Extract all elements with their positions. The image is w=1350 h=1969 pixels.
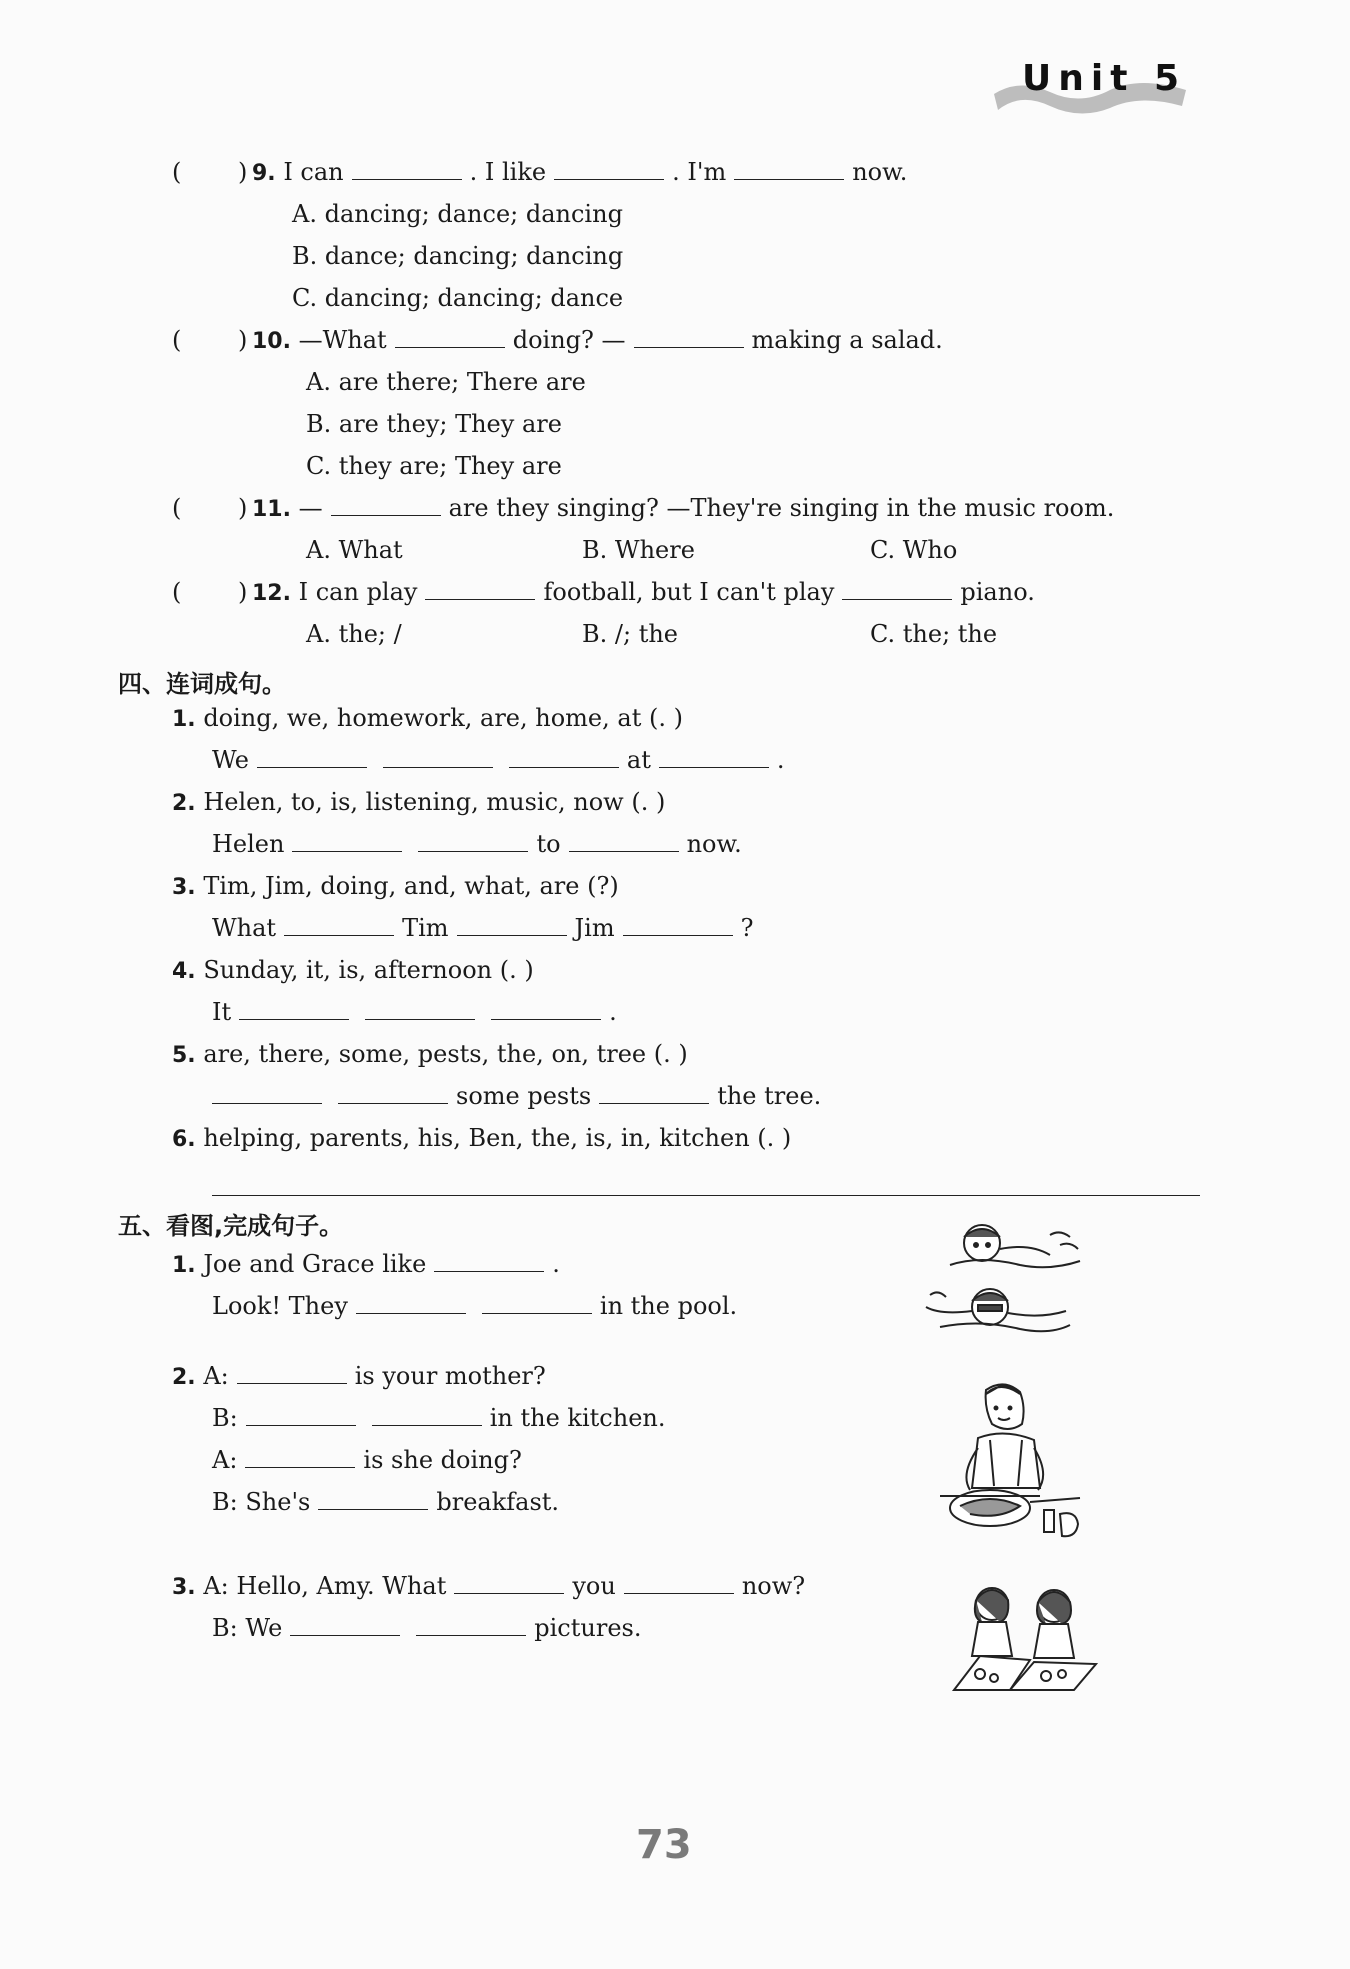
answer-paren-close: ) <box>238 326 248 354</box>
option-c: C. the; the <box>870 620 998 648</box>
answer-text: Tim <box>402 914 449 942</box>
option-c: C. dancing; dancing; dance <box>292 284 624 312</box>
sentence-text: is she doing? <box>363 1446 522 1474</box>
blank <box>418 831 528 852</box>
section-5-title: 五、看图,完成句子。 <box>118 1212 344 1240</box>
question-number: 10. <box>252 329 291 354</box>
option-b: B. dance; dancing; dancing <box>292 242 624 270</box>
option-a: A. What <box>306 536 403 564</box>
picture-q2-line3 <box>212 1444 522 1476</box>
answer-text: . <box>776 746 785 774</box>
stem-text: I can <box>283 158 344 186</box>
sentence-text: A: <box>212 1446 238 1474</box>
question-number: 12. <box>252 581 291 606</box>
blank <box>372 1405 482 1426</box>
unit-label: Unit 5 <box>1022 58 1186 99</box>
option-b: B. Where <box>582 536 695 564</box>
item-number: 1. <box>172 1253 196 1278</box>
answer-text: some pests <box>456 1082 592 1110</box>
item-number: 1. <box>172 707 196 732</box>
blank <box>257 747 367 768</box>
option-b: B. /; the <box>582 620 678 648</box>
scrambled-words: Sunday, it, is, afternoon (. ) <box>203 956 534 984</box>
blank <box>290 1615 400 1636</box>
question-9-stem <box>252 156 907 190</box>
answer-paren-close: ) <box>238 494 248 522</box>
sentence-text: pictures. <box>534 1614 642 1642</box>
item-6-words <box>172 1122 791 1156</box>
picture-q2-line1 <box>172 1360 546 1394</box>
picture-q2-line2 <box>212 1402 665 1434</box>
mother-cooking-illustration <box>930 1378 1090 1548</box>
blank <box>383 747 493 768</box>
stem-text: are they singing? —They're singing in the music room. <box>448 494 1115 522</box>
item-number: 3. <box>172 1575 196 1600</box>
stem-text: — <box>298 494 323 522</box>
stem-text: —What <box>298 326 387 354</box>
answer-paren-open: ( <box>172 494 182 522</box>
answer-text: ? <box>740 914 754 942</box>
item-number: 6. <box>172 1127 196 1152</box>
item-3-answer <box>212 912 753 944</box>
option-b: B. are they; They are <box>306 410 562 438</box>
answer-text: We <box>212 746 249 774</box>
item-number: 2. <box>172 791 196 816</box>
blank <box>318 1489 428 1510</box>
answer-text: Jim <box>574 914 615 942</box>
item-number: 2. <box>172 1365 196 1390</box>
question-12-stem <box>252 576 1035 610</box>
scrambled-words: doing, we, homework, are, home, at (. ) <box>203 704 683 732</box>
blank <box>425 579 535 600</box>
sentence-text: Look! They <box>212 1292 348 1320</box>
blank <box>352 159 462 180</box>
blank <box>284 915 394 936</box>
item-2-words <box>172 786 665 820</box>
item-number: 4. <box>172 959 196 984</box>
unit-banner <box>990 58 1190 118</box>
stem-text: making a salad. <box>751 326 943 354</box>
answer-paren-close: ) <box>238 158 248 186</box>
answer-text: Helen <box>212 830 285 858</box>
blank <box>416 1615 526 1636</box>
sentence-text: you <box>572 1572 616 1600</box>
blank <box>434 1251 544 1272</box>
sentence-text: in the pool. <box>599 1292 738 1320</box>
sentence-text: Joe and Grace like <box>203 1250 427 1278</box>
page-number: 73 <box>636 1822 692 1868</box>
sentence-text: is your mother? <box>354 1362 546 1390</box>
stem-text: doing? — <box>512 326 626 354</box>
picture-q1-line1 <box>172 1248 560 1282</box>
picture-q3-line1 <box>172 1570 805 1604</box>
scrambled-words: helping, parents, his, Ben, the, is, in, kitchen (. ) <box>203 1124 792 1152</box>
item-5-answer <box>204 1080 821 1112</box>
option-a: A. the; / <box>306 620 402 648</box>
sentence-text: now? <box>741 1572 806 1600</box>
blank <box>395 327 505 348</box>
blank <box>239 999 349 1020</box>
answer-text: at <box>626 746 651 774</box>
blank <box>356 1293 466 1314</box>
option-a: A. are there; There are <box>306 368 586 396</box>
item-3-words <box>172 870 619 904</box>
option-a: A. dancing; dance; dancing <box>292 200 623 228</box>
answer-text: now. <box>686 830 742 858</box>
scrambled-words: Helen, to, is, listening, music, now (. ) <box>203 788 666 816</box>
item-4-answer <box>212 996 617 1028</box>
question-11-stem <box>252 492 1114 526</box>
stem-text: I can play <box>298 578 418 606</box>
answer-paren-open: ( <box>172 326 182 354</box>
blank <box>482 1293 592 1314</box>
scrambled-words: Tim, Jim, doing, and, what, are (?) <box>203 872 619 900</box>
blank <box>246 1405 356 1426</box>
section-4-title: 四、连词成句。 <box>118 670 286 698</box>
blank <box>457 915 567 936</box>
answer-text: What <box>212 914 277 942</box>
blank <box>842 579 952 600</box>
blank <box>338 1083 448 1104</box>
stem-text: piano. <box>960 578 1035 606</box>
question-number: 11. <box>252 497 291 522</box>
blank <box>454 1573 564 1594</box>
sentence-text: A: Hello, Amy. What <box>203 1572 447 1600</box>
item-number: 5. <box>172 1043 196 1068</box>
blank <box>554 159 664 180</box>
answer-paren-open: ( <box>172 158 182 186</box>
stem-text: . I like <box>469 158 547 186</box>
blank <box>509 747 619 768</box>
blank <box>237 1363 347 1384</box>
sentence-text: in the kitchen. <box>489 1404 666 1432</box>
picture-q3-line2 <box>212 1612 641 1644</box>
blank <box>331 495 441 516</box>
blank <box>623 915 733 936</box>
girls-drawing-illustration <box>950 1578 1100 1698</box>
answer-text: It <box>212 998 232 1026</box>
sentence-text: breakfast. <box>436 1488 560 1516</box>
sentence-text: A: <box>203 1362 229 1390</box>
answer-text: to <box>536 830 561 858</box>
item-1-answer <box>212 744 785 776</box>
sentence-text: B: We <box>212 1614 283 1642</box>
question-10-stem <box>252 324 943 358</box>
blank <box>212 1083 322 1104</box>
blank <box>245 1447 355 1468</box>
option-c: C. Who <box>870 536 958 564</box>
item-1-words <box>172 702 683 736</box>
blank <box>624 1573 734 1594</box>
picture-q1-line2 <box>212 1290 737 1322</box>
answer-paren-open: ( <box>172 578 182 606</box>
item-2-answer <box>212 828 742 860</box>
answer-text: . <box>609 998 617 1026</box>
blank <box>734 159 844 180</box>
blank <box>634 327 744 348</box>
option-c: C. they are; They are <box>306 452 562 480</box>
blank <box>659 747 769 768</box>
stem-text: . I'm <box>672 158 727 186</box>
blank <box>569 831 679 852</box>
blank <box>599 1083 709 1104</box>
sentence-text: B: <box>212 1404 238 1432</box>
sentence-text: B: She's <box>212 1488 311 1516</box>
question-number: 9. <box>252 161 276 186</box>
picture-q2-line4 <box>212 1486 559 1518</box>
swimming-children-illustration <box>920 1215 1090 1345</box>
blank <box>491 999 601 1020</box>
stem-text: football, but I can't play <box>543 578 835 606</box>
scrambled-words: are, there, some, pests, the, on, tree (. ) <box>203 1040 688 1068</box>
item-5-words <box>172 1038 688 1072</box>
sentence-text: . <box>552 1250 560 1278</box>
answer-paren-close: ) <box>238 578 248 606</box>
answer-text: the tree. <box>717 1082 822 1110</box>
item-number: 3. <box>172 875 196 900</box>
blank <box>365 999 475 1020</box>
blank <box>292 831 402 852</box>
full-answer-line <box>212 1195 1200 1196</box>
item-4-words <box>172 954 534 988</box>
stem-text: now. <box>852 158 908 186</box>
